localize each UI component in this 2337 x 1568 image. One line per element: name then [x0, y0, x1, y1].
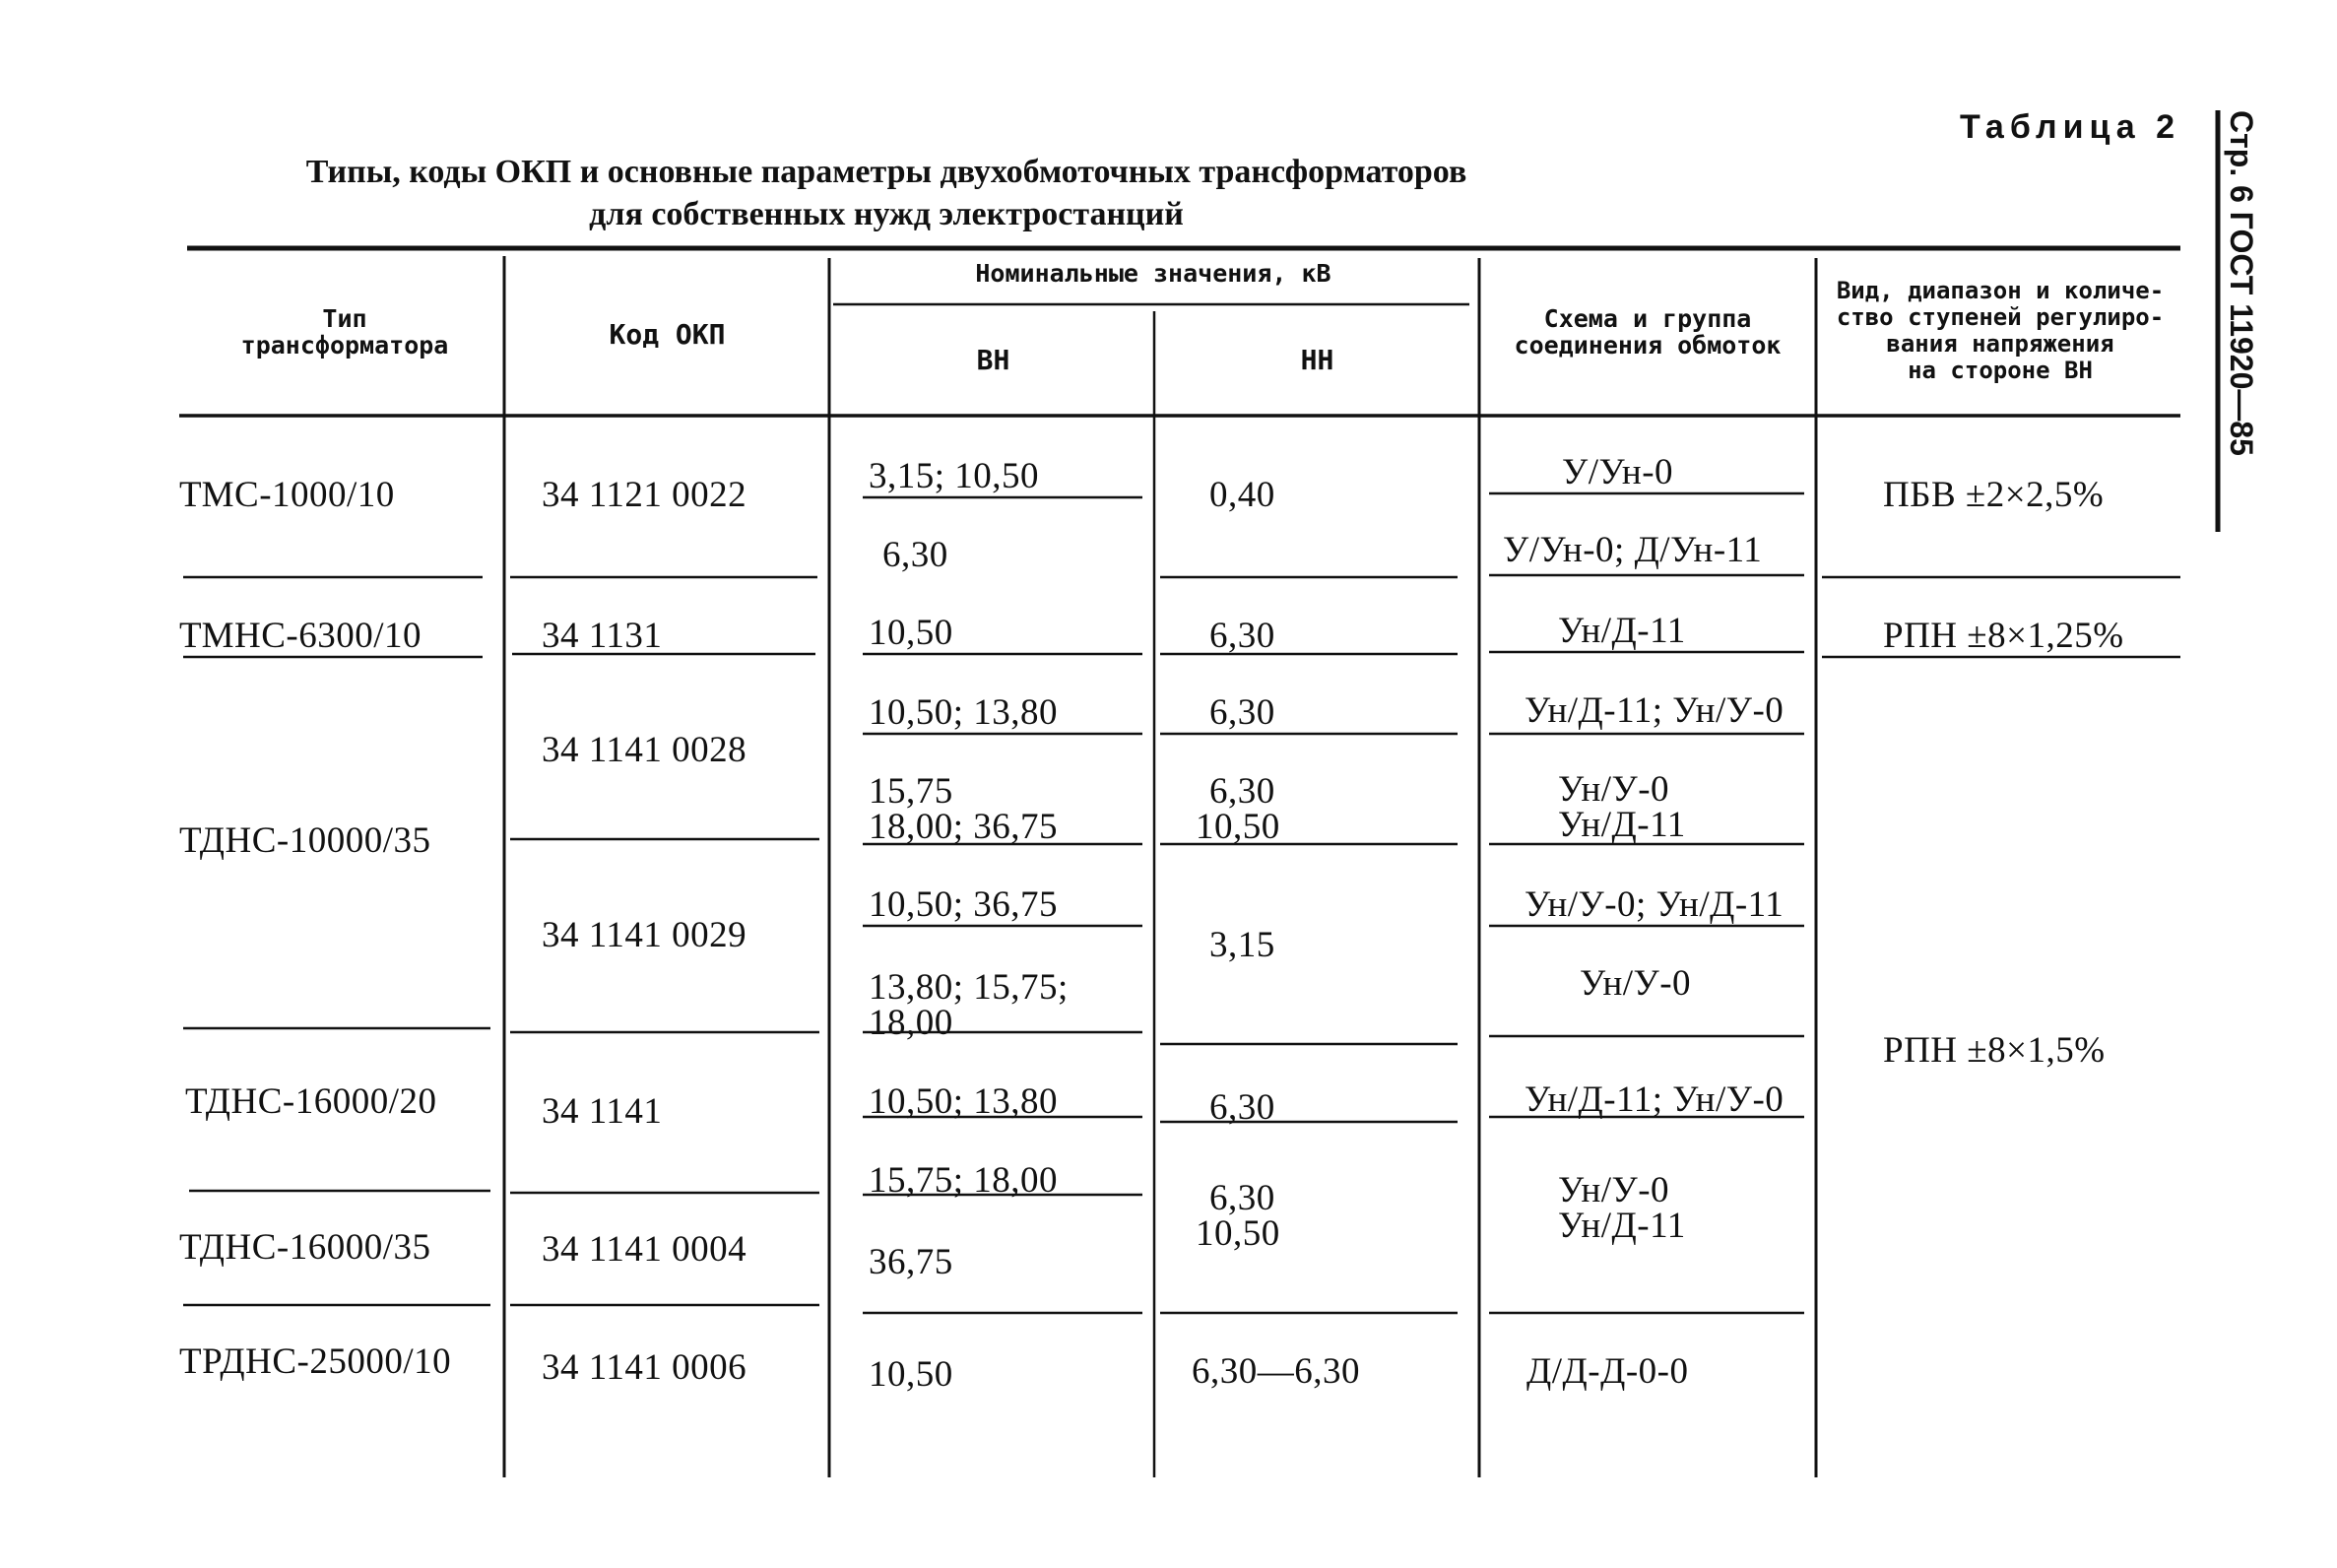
type-cell: ТМНС-6300/10: [179, 616, 422, 656]
scheme-cell: Ун/У-0: [1580, 963, 1692, 1004]
header-reg-line-3: вания напряжения: [1886, 330, 2114, 358]
scheme-cell: Ун/Д-11: [1558, 1206, 1686, 1246]
type-cell: ТДНС-16000/20: [185, 1081, 437, 1122]
nn-cell: 6,30: [1209, 1178, 1275, 1218]
code-cell: 34 1141 0028: [542, 730, 747, 770]
scheme-cell: Ун/Д-11: [1558, 611, 1686, 651]
nn-cell: 6,30: [1209, 1087, 1275, 1128]
scheme-cell: Ун/Д-11; Ун/У-0: [1525, 1079, 1785, 1120]
side-header-text: Стр. 6 ГОСТ 11920—85: [2224, 110, 2259, 456]
code-cell: 34 1121 0022: [542, 475, 747, 515]
vn-cell: 10,50; 36,75: [869, 884, 1059, 925]
header-reg-line-4: на стороне ВН: [1908, 357, 2093, 384]
vn-cell: 3,15; 10,50: [869, 456, 1040, 496]
vn-cell: 10,50; 13,80: [869, 692, 1059, 733]
type-cell: ТДНС-16000/35: [179, 1227, 431, 1268]
code-cell: 34 1131: [542, 616, 663, 656]
regulation-cell: РПН ±8×1,25%: [1883, 616, 2124, 656]
type-cell: ТРДНС-25000/10: [179, 1341, 452, 1382]
vn-cell: 36,75: [869, 1242, 953, 1282]
header-type-line-1: Тип: [322, 304, 367, 333]
scheme-cell: Ун/У-0: [1558, 1170, 1670, 1210]
scheme-cell: У/Ун-0; Д/Ун-11: [1503, 530, 1763, 570]
table-title-line-2: для собственных нужд электростанций: [589, 196, 1184, 232]
header-code: Код ОКП: [609, 318, 726, 351]
nn-cell: 6,30—6,30: [1192, 1351, 1360, 1392]
header-type-line-2: трансформатора: [240, 331, 449, 359]
nn-cell: 6,30: [1209, 771, 1275, 812]
vn-cell: 10,50: [869, 1354, 953, 1395]
regulation-cell: ПБВ ±2×2,5%: [1883, 475, 2105, 515]
scheme-cell: У/Ун-0: [1562, 452, 1674, 492]
vn-cell: 18,00; 36,75: [869, 807, 1059, 847]
vn-cell: 6,30: [882, 535, 948, 575]
code-cell: 34 1141 0004: [542, 1229, 747, 1270]
header-scheme-line-2: соединения обмоток: [1514, 331, 1782, 359]
scheme-cell: Ун/Д-11: [1558, 805, 1686, 845]
code-cell: 34 1141: [542, 1091, 663, 1132]
vn-cell: 13,80; 15,75;: [869, 967, 1069, 1008]
type-cell: ТМС-1000/10: [179, 475, 395, 515]
table-title-line-1: Типы, коды ОКП и основные параметры двухобмоточных трансформаторов: [305, 154, 1467, 190]
header-nominal: Номинальные значения, кВ: [975, 259, 1331, 288]
header-vn: ВН: [976, 344, 1010, 376]
nn-cell: 6,30: [1209, 692, 1275, 733]
nn-cell: 6,30: [1209, 616, 1275, 656]
header-scheme-line-1: Схема и группа: [1543, 304, 1752, 333]
table-label: Таблица 2: [1960, 108, 2181, 146]
header-reg-line-2: ство ступеней регулиро-: [1836, 303, 2165, 331]
nn-cell: 10,50: [1196, 1213, 1280, 1254]
vn-cell: 10,50: [869, 613, 953, 653]
scheme-cell: Ун/У-0; Ун/Д-11: [1525, 884, 1785, 925]
nn-cell: 10,50: [1196, 807, 1280, 847]
vn-cell: 15,75: [869, 771, 953, 812]
code-cell: 34 1141 0006: [542, 1347, 747, 1388]
scheme-cell: Ун/Д-11; Ун/У-0: [1525, 690, 1785, 731]
header-nn: НН: [1300, 344, 1334, 376]
vn-cell: 15,75; 18,00: [869, 1160, 1059, 1201]
nn-cell: 3,15: [1209, 925, 1275, 965]
code-cell: 34 1141 0029: [542, 915, 747, 955]
vn-cell: 18,00: [869, 1003, 953, 1043]
type-cell: ТДНС-10000/35: [179, 820, 431, 861]
vn-cell: 10,50; 13,80: [869, 1081, 1059, 1122]
header-reg-line-1: Вид, диапазон и количе-: [1836, 277, 2165, 304]
scheme-cell: Ун/У-0: [1558, 769, 1670, 810]
scheme-cell: Д/Д-Д-0-0: [1526, 1351, 1689, 1392]
regulation-cell: РПН ±8×1,5%: [1883, 1030, 2106, 1071]
nn-cell: 0,40: [1209, 475, 1275, 515]
